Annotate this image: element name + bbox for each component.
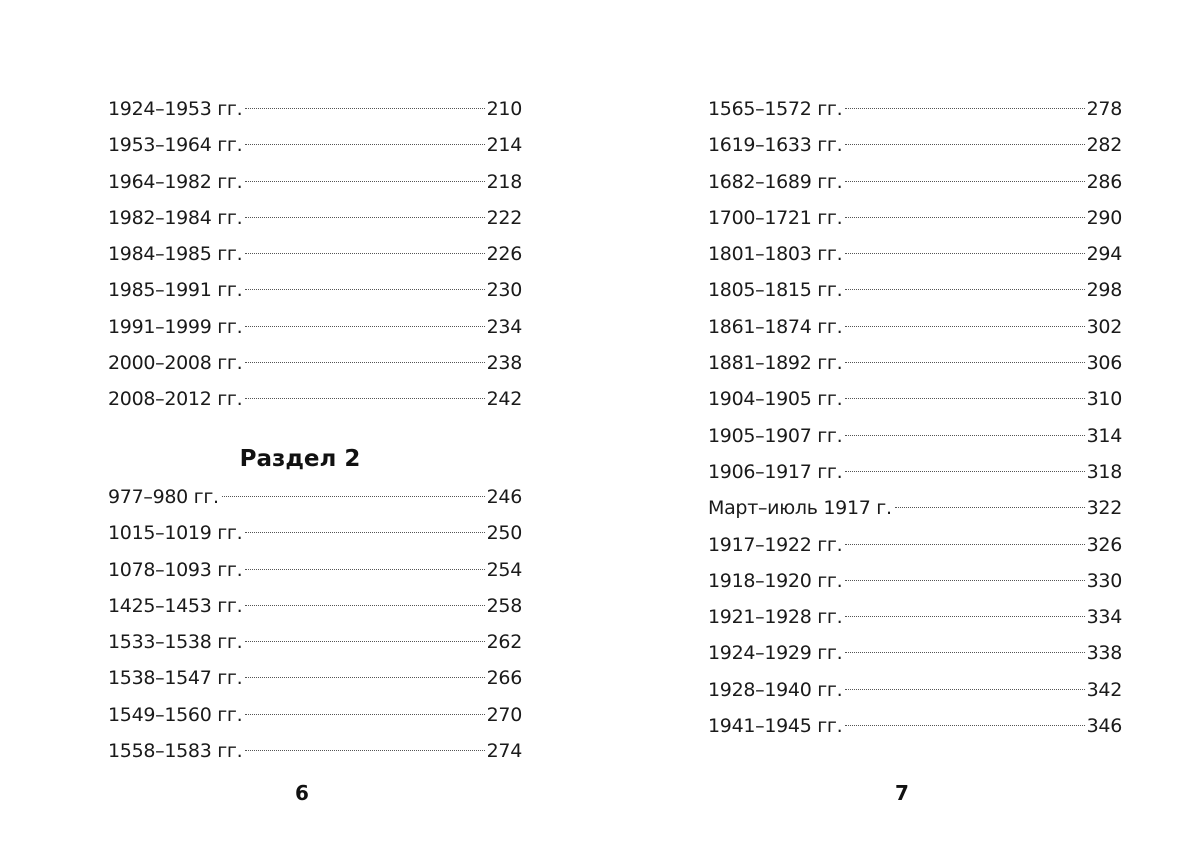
- toc-entry-page: 338: [1086, 642, 1122, 665]
- toc-entry-page: 210: [486, 98, 522, 120]
- toc-entry-page: 254: [486, 558, 522, 581]
- toc-entry-label: 1015–1019 гг.: [108, 522, 243, 545]
- dot-leader: [245, 217, 484, 218]
- toc-list: [708, 91, 1122, 744]
- toc-entry: [108, 200, 522, 236]
- dot-leader: [245, 289, 484, 290]
- toc-entry-label: 1805–1815 гг.: [708, 279, 843, 302]
- toc-entry-label: 1682–1689 гг.: [708, 170, 843, 193]
- dot-leader: [245, 532, 484, 533]
- dot-leader: [222, 496, 485, 497]
- toc-entry: [108, 624, 522, 660]
- dot-leader: [845, 326, 1084, 327]
- toc-entry-label: 1700–1721 гг.: [708, 206, 843, 229]
- dot-leader: [845, 398, 1084, 399]
- dot-leader: [845, 689, 1084, 690]
- toc-entry-label: 1619–1633 гг.: [708, 134, 843, 157]
- toc-entry-page: 310: [1086, 388, 1122, 411]
- toc-entry: [708, 490, 1122, 526]
- toc-entry-page: 334: [1086, 606, 1122, 629]
- toc-entry-label: 1861–1874 гг.: [708, 315, 843, 338]
- toc-entry: [708, 454, 1122, 490]
- toc-entry-page: 262: [486, 631, 522, 654]
- toc-entry-page: 214: [486, 134, 522, 157]
- dot-leader: [845, 362, 1084, 363]
- toc-entry-label: 1078–1093 гг.: [108, 558, 243, 581]
- toc-entry: [108, 588, 522, 624]
- toc-entry-page: 314: [1086, 424, 1122, 447]
- dot-leader: [845, 580, 1084, 581]
- toc-entry-page: 322: [1086, 497, 1122, 520]
- toc-entry-page: 282: [1086, 134, 1122, 157]
- dot-leader: [245, 641, 484, 642]
- toc-entry-page: 330: [1086, 569, 1122, 592]
- toc-entry-label: 1917–1922 гг.: [708, 533, 843, 556]
- toc-entry-page: 290: [1086, 206, 1122, 229]
- toc-entry-page: 242: [486, 388, 522, 411]
- toc-entry: [108, 236, 522, 272]
- toc-entry: [708, 635, 1122, 671]
- dot-leader: [245, 253, 484, 254]
- toc-entry-page: 258: [486, 594, 522, 617]
- right-page: [708, 0, 1122, 867]
- toc-entry: [108, 697, 522, 733]
- toc-entry-label: 1549–1560 гг.: [108, 703, 243, 726]
- toc-entry-page: 230: [486, 279, 522, 302]
- toc-entry: [708, 708, 1122, 744]
- toc-entry-label: 1904–1905 гг.: [708, 388, 843, 411]
- dot-leader: [845, 435, 1084, 436]
- toc-entry-page: 218: [486, 170, 522, 193]
- toc-entry-page: 346: [1086, 715, 1122, 738]
- toc-entry: [108, 381, 522, 417]
- toc-entry-label: 1984–1985 гг.: [108, 243, 243, 266]
- toc-entry-label: 1801–1803 гг.: [708, 243, 843, 266]
- dot-leader: [895, 507, 1085, 508]
- dot-leader: [245, 750, 484, 751]
- toc-entry-page: 274: [486, 740, 522, 763]
- dot-leader: [845, 471, 1084, 472]
- dot-leader: [245, 108, 484, 109]
- dot-leader: [845, 181, 1084, 182]
- toc-entry-page: 266: [486, 667, 522, 690]
- toc-entry: [108, 272, 522, 308]
- dot-leader: [845, 253, 1084, 254]
- toc-entry-label: 1881–1892 гг.: [708, 352, 843, 375]
- toc-entry-page: 222: [486, 206, 522, 229]
- toc-entry: [108, 479, 522, 515]
- toc-entry-label: 1905–1907 гг.: [708, 424, 843, 447]
- toc-entry: [708, 563, 1122, 599]
- toc-entry-label: 1982–1984 гг.: [108, 206, 243, 229]
- toc-entry-page: 226: [486, 243, 522, 266]
- dot-leader: [245, 569, 484, 570]
- toc-entry-label: 1565–1572 гг.: [708, 98, 843, 120]
- toc-entry-label: 2000–2008 гг.: [108, 352, 243, 375]
- toc-entry-page: 286: [1086, 170, 1122, 193]
- dot-leader: [245, 326, 484, 327]
- toc-entry-label: 1918–1920 гг.: [708, 569, 843, 592]
- dot-leader: [245, 144, 484, 145]
- dot-leader: [845, 217, 1084, 218]
- toc-entry-label: 1533–1538 гг.: [108, 631, 243, 654]
- toc-entry: [108, 164, 522, 200]
- toc-entry: [708, 164, 1122, 200]
- toc-entry-label: Март–июль 1917 г.: [708, 497, 892, 520]
- toc-entry-page: 238: [486, 352, 522, 375]
- toc-entry: [708, 200, 1122, 236]
- toc-entry-label: 1558–1583 гг.: [108, 740, 243, 763]
- toc-entry-label: 1964–1982 гг.: [108, 170, 243, 193]
- toc-entry: [708, 599, 1122, 635]
- dot-leader: [845, 289, 1084, 290]
- toc-entry-label: 1953–1964 гг.: [108, 134, 243, 157]
- toc-entry-page: 250: [486, 522, 522, 545]
- toc-entry-label: 1928–1940 гг.: [708, 678, 843, 701]
- toc-entry-label: 1538–1547 гг.: [108, 667, 243, 690]
- toc-list: [108, 479, 522, 769]
- toc-entry-page: 278: [1086, 98, 1122, 120]
- toc-entry-label: 1921–1928 гг.: [708, 606, 843, 629]
- toc-entry: [708, 236, 1122, 272]
- toc-entry-page: 318: [1086, 460, 1122, 483]
- dot-leader: [845, 544, 1084, 545]
- toc-entry-label: 1991–1999 гг.: [108, 315, 243, 338]
- toc-entry-page: 326: [1086, 533, 1122, 556]
- toc-entry-page: 298: [1086, 279, 1122, 302]
- section-heading: Раздел 2: [239, 446, 361, 472]
- toc-entry: [708, 309, 1122, 345]
- toc-entry: [108, 127, 522, 163]
- page-number: 7: [895, 781, 909, 805]
- toc-list: [108, 91, 522, 418]
- toc-entry: [108, 91, 522, 127]
- dot-leader: [245, 677, 484, 678]
- dot-leader: [845, 616, 1084, 617]
- dot-leader: [845, 652, 1084, 653]
- toc-entry-page: 302: [1086, 315, 1122, 338]
- page-number: 6: [295, 781, 309, 805]
- toc-entry-label: 1985–1991 гг.: [108, 279, 243, 302]
- dot-leader: [845, 144, 1084, 145]
- toc-entry: [708, 272, 1122, 308]
- dot-leader: [845, 108, 1084, 109]
- toc-entry-page: 306: [1086, 352, 1122, 375]
- left-page: [108, 0, 522, 867]
- dot-leader: [845, 725, 1084, 726]
- toc-entry: [108, 345, 522, 381]
- toc-entry-label: 1906–1917 гг.: [708, 460, 843, 483]
- toc-entry: [708, 91, 1122, 127]
- toc-entry-page: 246: [486, 486, 522, 508]
- toc-entry: [708, 672, 1122, 708]
- dot-leader: [245, 714, 484, 715]
- toc-entry: [108, 309, 522, 345]
- toc-entry: [108, 515, 522, 551]
- toc-entry-page: 234: [486, 315, 522, 338]
- toc-entry: [108, 552, 522, 588]
- toc-entry-label: 1425–1453 гг.: [108, 594, 243, 617]
- toc-entry-page: 270: [486, 703, 522, 726]
- toc-entry: [708, 345, 1122, 381]
- toc-entry-label: 977–980 гг.: [108, 486, 219, 508]
- dot-leader: [245, 362, 484, 363]
- toc-entry: [708, 527, 1122, 563]
- dot-leader: [245, 398, 484, 399]
- toc-entry-page: 342: [1086, 678, 1122, 701]
- toc-entry: [708, 418, 1122, 454]
- toc-entry-label: 1924–1929 гг.: [708, 642, 843, 665]
- toc-entry-page: 294: [1086, 243, 1122, 266]
- toc-entry: [708, 381, 1122, 417]
- toc-entry: [108, 660, 522, 696]
- toc-entry-label: 1924–1953 гг.: [108, 98, 243, 120]
- dot-leader: [245, 605, 484, 606]
- dot-leader: [245, 181, 484, 182]
- toc-entry-label: 1941–1945 гг.: [708, 715, 843, 738]
- toc-entry: [708, 127, 1122, 163]
- toc-entry-label: 2008–2012 гг.: [108, 388, 243, 411]
- toc-entry: [108, 733, 522, 769]
